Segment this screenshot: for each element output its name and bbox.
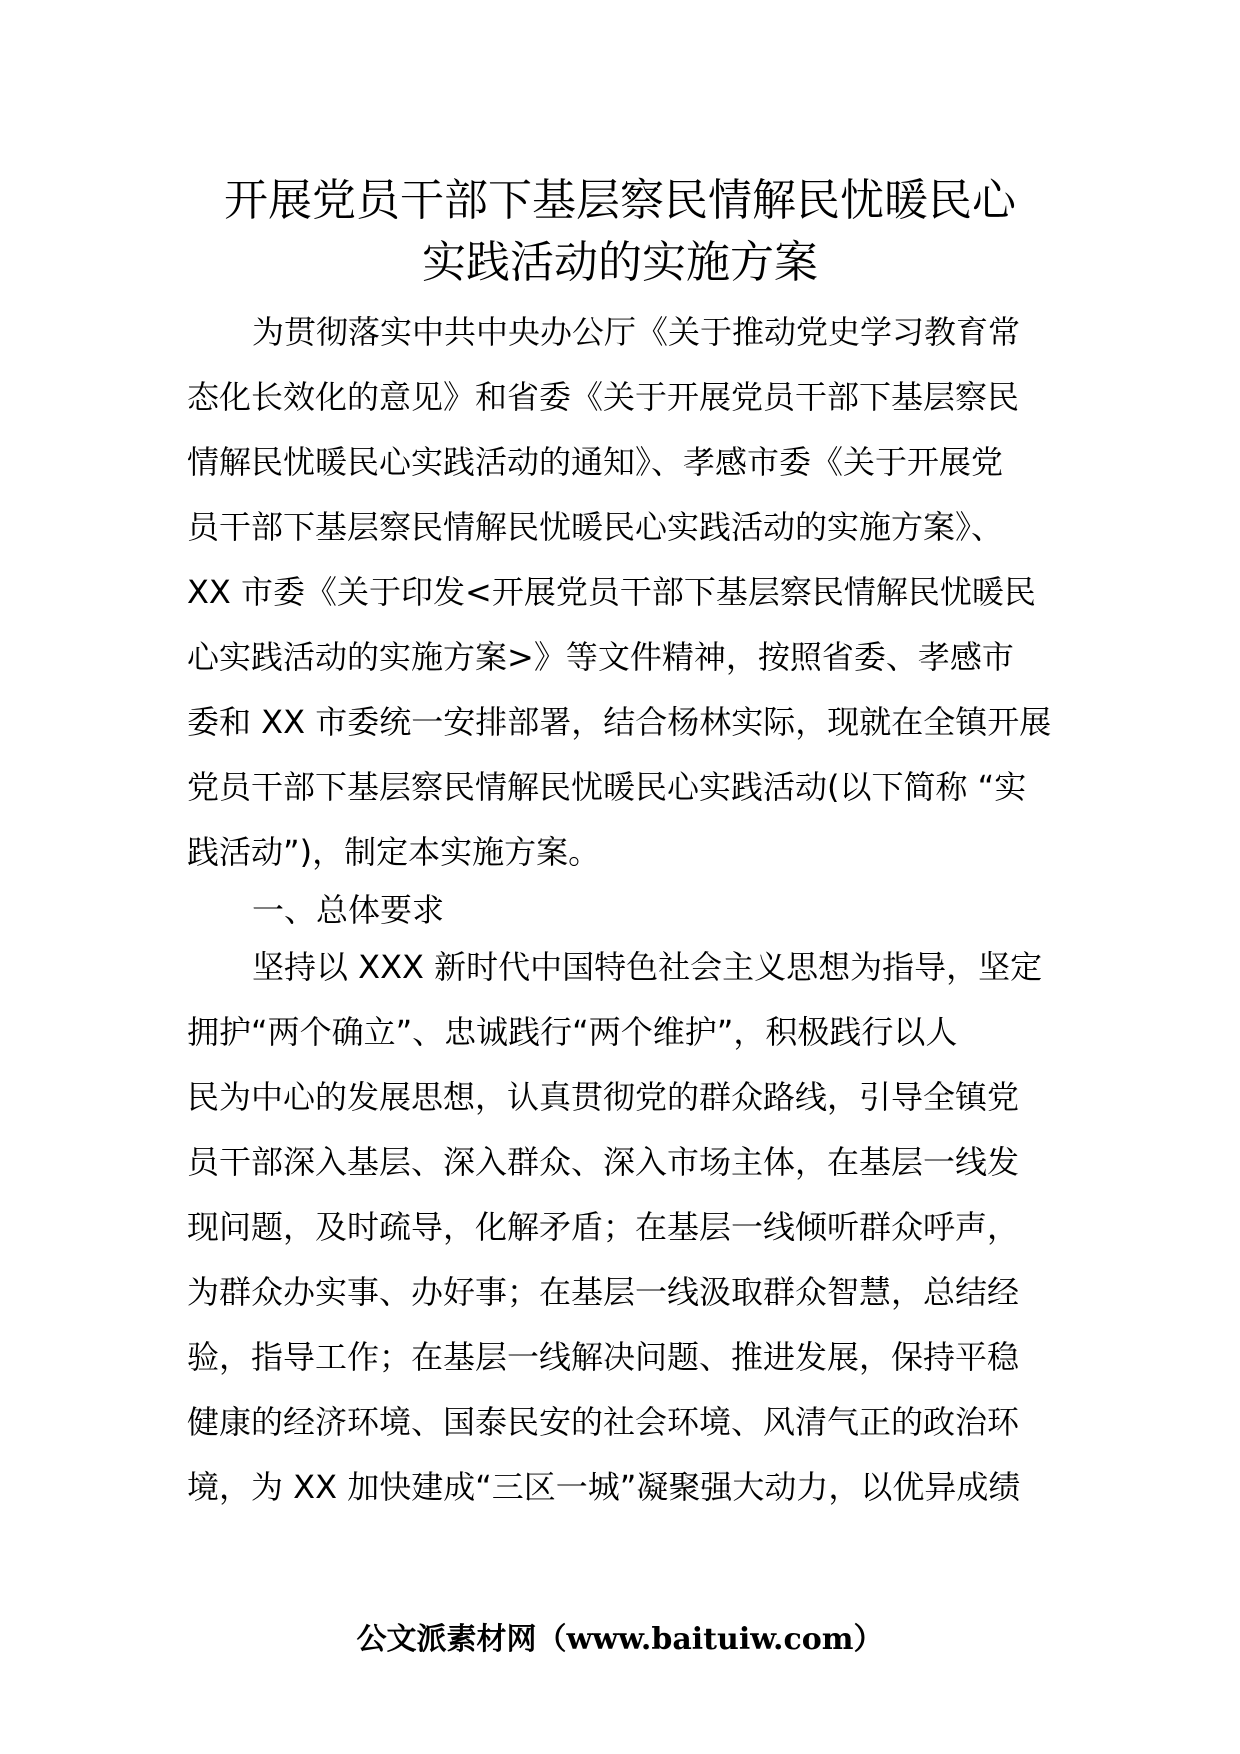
paragraph-line: XX 市委《关于印发<开展党员干部下基层察民情解民忧暖民 bbox=[187, 573, 1036, 611]
paragraph-line: 健康的经济环境、国泰民安的社会环境、风清气正的政治环 bbox=[187, 1403, 1020, 1441]
footer-watermark: 公文派素材网（www.baituiw.com） bbox=[356, 1622, 884, 1657]
paragraph-line: 坚持以 XXX 新时代中国特色社会主义思想为指导，坚定 bbox=[252, 948, 1043, 986]
paragraph-line: 境，为 XX 加快建成“三区一城”凝聚强大动力，以优异成绩 bbox=[187, 1468, 1021, 1506]
paragraph-line: 态化长效化的意见》和省委《关于开展党员干部下基层察民 bbox=[187, 378, 1020, 416]
paragraph-line: 员干部下基层察民情解民忧暖民心实践活动的实施方案》、 bbox=[187, 508, 1004, 546]
section-heading: 一、总体要求 bbox=[252, 891, 445, 929]
paragraph-line: 党员干部下基层察民情解民忧暖民心实践活动(以下简称 “实 bbox=[187, 768, 1027, 806]
paragraph-line: 拥护“两个确立”、忠诚践行“两个维护”，积极践行以人 bbox=[187, 1013, 958, 1051]
document-title-line-2: 实践活动的实施方案 bbox=[422, 237, 818, 288]
document-body bbox=[187, 300, 1067, 1520]
paragraph-line: 民为中心的发展思想，认真贯彻党的群众路线，引导全镇党 bbox=[187, 1078, 1020, 1116]
paragraph-line: 为贯彻落实中共中央办公厅《关于推动党史学习教育常 bbox=[252, 313, 1021, 351]
document-title-line-1: 开展党员干部下基层察民情解民忧暖民心 bbox=[224, 175, 1016, 226]
paragraph-line: 为群众办实事、办好事；在基层一线汲取群众智慧，总结经 bbox=[187, 1273, 1020, 1311]
paragraph-line: 心实践活动的实施方案>》等文件精神，按照省委、孝感市 bbox=[187, 638, 1014, 676]
paragraph-line: 员干部深入基层、深入群众、深入市场主体，在基层一线发 bbox=[187, 1143, 1020, 1181]
paragraph-line: 委和 XX 市委统一安排部署，结合杨林实际，现就在全镇开展 bbox=[187, 703, 1052, 741]
paragraph-line: 情解民忧暖民心实践活动的通知》、孝感市委《关于开展党 bbox=[187, 443, 1004, 481]
paragraph-line: 现问题，及时疏导，化解矛盾；在基层一线倾听群众呼声， bbox=[187, 1208, 1020, 1246]
paragraph-line: 验，指导工作；在基层一线解决问题、推进发展，保持平稳 bbox=[187, 1338, 1020, 1376]
paragraph-line: 践活动”)，制定本实施方案。 bbox=[187, 833, 601, 871]
